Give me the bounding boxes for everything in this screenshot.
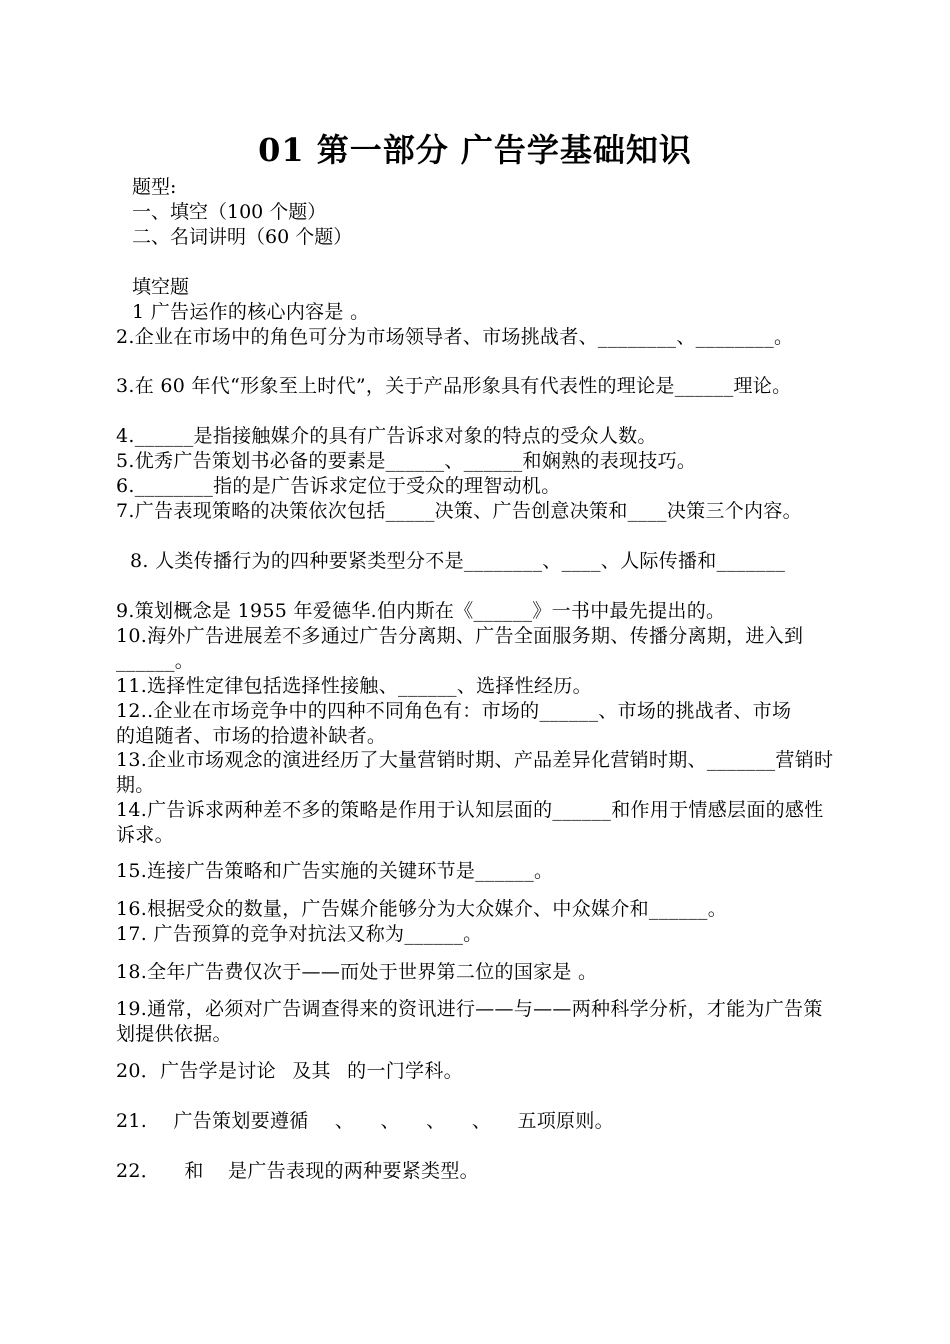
question-19: 19.通常，必须对广告调查得来的资讯进行——与——两种科学分析，才能为广告策划提供依据。 xyxy=(116,998,823,1045)
question-20: 20．广告学是讨论 及其 的一门学科。 xyxy=(116,1060,463,1082)
question-2: 2.企业在市场中的角色可分为市场领导者、市场挑战者、________、________。 xyxy=(116,326,794,348)
question-14: 14.广告诉求两种差不多的策略是作用于认知层面的______和作用于情感层面的感性诉求。 xyxy=(116,799,824,846)
question-4: 4.______是指接触媒介的具有广告诉求对象的特点的受众人数。 xyxy=(116,425,657,447)
question-6: 6.________指的是广告诉求定位于受众的理智动机。 xyxy=(116,475,561,497)
question-16: 16.根据受众的数量，广告媒介能够分为大众媒介、中众媒介和______。 xyxy=(116,898,728,920)
question-9: 9.策划概念是 1955 年爱德华.伯内斯在《______》一书中最先提出的。 xyxy=(116,600,726,622)
question-types-label: 题型: xyxy=(132,176,177,198)
question-17: 17. 广告预算的竞争对抗法又称为______。 xyxy=(116,923,483,945)
question-5: 5.优秀广告策划书必备的要素是______、______和娴熟的表现技巧。 xyxy=(116,450,697,472)
question-8: 8. 人类传播行为的四种要紧类型分不是________、____、人际传播和_______ xyxy=(130,550,786,572)
question-7: 7.广告表现策略的决策依次包括_____决策、广告创意决策和____决策三个内容。 xyxy=(116,500,802,522)
question-type-fill-blank: 一、填空（100 个题） xyxy=(132,201,327,223)
question-21: 21. 广告策划要遵循 、 、 、 、 五项原则。 xyxy=(116,1110,614,1132)
question-15: 15.连接广告策略和广告实施的关键环节是______。 xyxy=(116,860,554,882)
question-type-term-explain: 二、名词讲明（60 个题） xyxy=(132,226,353,248)
question-10: 10.海外广告进展差不多通过广告分离期、广告全面服务期、传播分离期，进入到______。 xyxy=(116,625,804,672)
question-13: 13.企业市场观念的演进经历了大量营销时期、产品差异化营销时期、_______营销时期。 xyxy=(116,749,834,796)
question-18: 18.全年广告费仅次于——而处于世界第二位的国家是 。 xyxy=(116,961,598,983)
question-11: 11.选择性定律包括选择性接触、______、选择性经历。 xyxy=(116,675,592,697)
question-1: 1 广告运作的核心内容是 。 xyxy=(132,301,370,323)
section-title: 填空题 xyxy=(132,276,190,298)
question-3: 3.在 60 年代“形象至上时代”，关于产品形象具有代表性的理论是______理论。 xyxy=(116,375,792,397)
page-title: 01 第一部分 广告学基础知识 xyxy=(258,131,692,169)
question-12: 12..企业在市场竞争中的四种不同角色有：市场的______、市场的挑战者、市场的追随者、市场的拾遗补缺者。 xyxy=(116,700,792,747)
question-22: 22． 和 是广告表现的两种要紧类型。 xyxy=(116,1160,479,1182)
